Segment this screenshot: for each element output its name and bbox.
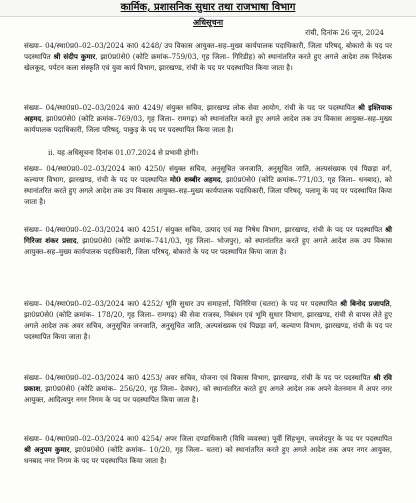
- order-text: , झा0प्र0से0 (कोटि क्रमांक– 178/20, गृह जिला– रामगढ़) की सेवा राजस्व, निबंधन एवं भूमि सुधार विभाग, झारखण्ड, रांची से वापस लेते हुए अगले आदेश तक अवर सचिव, अनुसूचित जनजाति, अनुसूचित जाति, अल्पसंख्यक एवं पिछड़ा वर्ग, कल्याण विभाग, झारखण्ड, रांची के पद पर पदस्थापित किया जाता है।: [24, 299, 392, 341]
- order-text: संख्या– 04/स्था0प्र0–02–03/2024 का0 4248/ उप विकास आयुक्त–सह–मुख्य कार्यपालक पदाधिकारी, जिला परिषद्, बोकारो के पद पर पदस्थापित: [24, 41, 392, 61]
- order-paragraph-4250: [24, 163, 392, 207]
- order-text: , झा0प्र0से0 (कोटि क्रमांक–769/03, गृह जिला– रामगढ़) को स्थानांतरित करते हुए अगले आदेश तक उप विकास आयुक्त–सह–मुख्य कार्यपालक पदाधिकारी, जिला परिषद्, पाकुड़ के पद पर पदस्थापित किया जाता है।: [24, 114, 392, 134]
- officer-name: श्री संदीप कुमार: [53, 52, 96, 61]
- effective-date-note: ii. यह अधिसूचना दिनांक 01.07.2024 से प्रभावी होगी।: [48, 148, 199, 157]
- officer-name: श्री इश्तियाक अहमद: [24, 103, 393, 123]
- order-paragraph-4249: [24, 102, 392, 135]
- officer-name: मो0 शब्बीर अहमद: [169, 175, 221, 184]
- order-text: संख्या– 04/स्था0प्र0–02–03/2024 का0 4253/ अवर सचिव, योजना एवं विकास विभाग, झारखण्ड, रांची के पद पर पदस्थापित: [24, 373, 374, 382]
- order-text: संख्या– 04/स्था0प्र0–02–03/2024 का0 4250/ संयुक्त सचिव, अनुसूचित जनजाति, अनुसूचित जाति, अल्पसंख्यक एवं पिछड़ा वर्ग, कल्याण विभाग, झारखण्ड, रांची के पद पर पदस्थापित: [24, 164, 392, 184]
- order-paragraph-4248: [24, 40, 392, 73]
- officer-name: श्री गिरिजा शंकर प्रसाद: [24, 225, 392, 245]
- order-paragraph-4252: [24, 298, 392, 342]
- order-text: संख्या– 04/स्था0प्र0–02–03/2024 का0 4251/ संयुक्त सचिव, उत्पाद एवं मद्य निषेध विभाग, झारखण्ड, रांची के पद पर पदस्थापित: [24, 225, 386, 234]
- officer-name: श्री अनुपम कुमार: [24, 445, 70, 454]
- order-paragraph-4253: [24, 372, 392, 405]
- officer-name: श्री रवि प्रकाश: [24, 373, 393, 393]
- order-text: , झा0प्र0से0 (कोटि क्रमांक– 256/20, गृह जिला– देवघर), को स्थानांतरित करते हुए अगले आदेश तक अपने वेतनमान में अपर नगर आयुक्त, आदित्यपुर नगर निगम के पद पर पदस्थापित किया जाता है।: [24, 384, 392, 404]
- order-text: , झा0प्र0से0 (कोटि क्रमांक–759/03, गृह जिला– गिरिडीह) को स्थानांतरित करते हुए अगले आदेश तक निदेशक खेलकूद, पर्यटन कला संस्कृति एवं युवा कार्य विभाग, झारखण्ड, रांची के पद पर पदस्थापित किया जाता है।: [24, 52, 392, 72]
- notification-title: अधिसूचना: [192, 17, 224, 27]
- order-text: , झा0प्र0से0 (कोटि क्रमांक– 10/20, गृह जिला– चतरा) को स्थानांतरित करते हुए अगले आदेश तक अपर नगर आयुक्त, धनबाद नगर निगम के पद पर पदस्थापित किया जाता है।: [24, 445, 392, 465]
- order-text: , झा0प्र0से0 (कोटि क्रमांक–741/03, गृह जिला– भोजपुर), को स्थानांतरित करते हुए अगले आदेश तक उप विकास आयुक्त–सह–मुख्य कार्यपालक पदाधिकारी, जिला परिषद्, बोकारो के पद पर पदस्थापित किया जाता है।: [24, 236, 393, 256]
- order-paragraph-4251: [24, 224, 392, 257]
- order-paragraph-4254: [24, 433, 392, 466]
- order-text: संख्या– 04/स्था0प्र0–02–03/2024 का0 4252/ भूमि सुधार उप समाहर्त्ता, चिनिरिया (चतरा) के पद पर पदस्थापित: [24, 299, 341, 308]
- order-text: संख्या– 04/स्था0प्र0–02–03/2024 का0 4249/ संयुक्त सचिव, झारखण्ड लोक सेवा आयोग, रांची के पद पर पदस्थापित: [24, 103, 359, 112]
- order-text: , झा0प्र0से0 (कोटि क्रमांक–771/03, गृह जिला– धनबाद), को स्थानांतरित करते हुए अगले आदेश तक उप विकास आयुक्त–सह–मुख्य कार्यपालक पदाधिकारी, जिला परिषद्, पलामू के पद पर पदस्थापित किया जाता है।: [24, 175, 392, 206]
- date-line: रांची, दिनांक 26 जून, 2024: [305, 28, 384, 37]
- department-title: कार्मिक, प्रशासनिक सुधार तथा राजभाषा विभाग: [120, 2, 296, 13]
- officer-name: श्री बिनोद प्रजापति: [340, 299, 390, 308]
- order-text: संख्या– 04/स्था0प्र0–02–03/2024 का0 4254/ अपर जिला दण्डाधिकारी (विधि व्यवस्था) पूर्वी सिंहभूम, जमशेदपुर के पद पर पदस्थापित: [24, 434, 392, 443]
